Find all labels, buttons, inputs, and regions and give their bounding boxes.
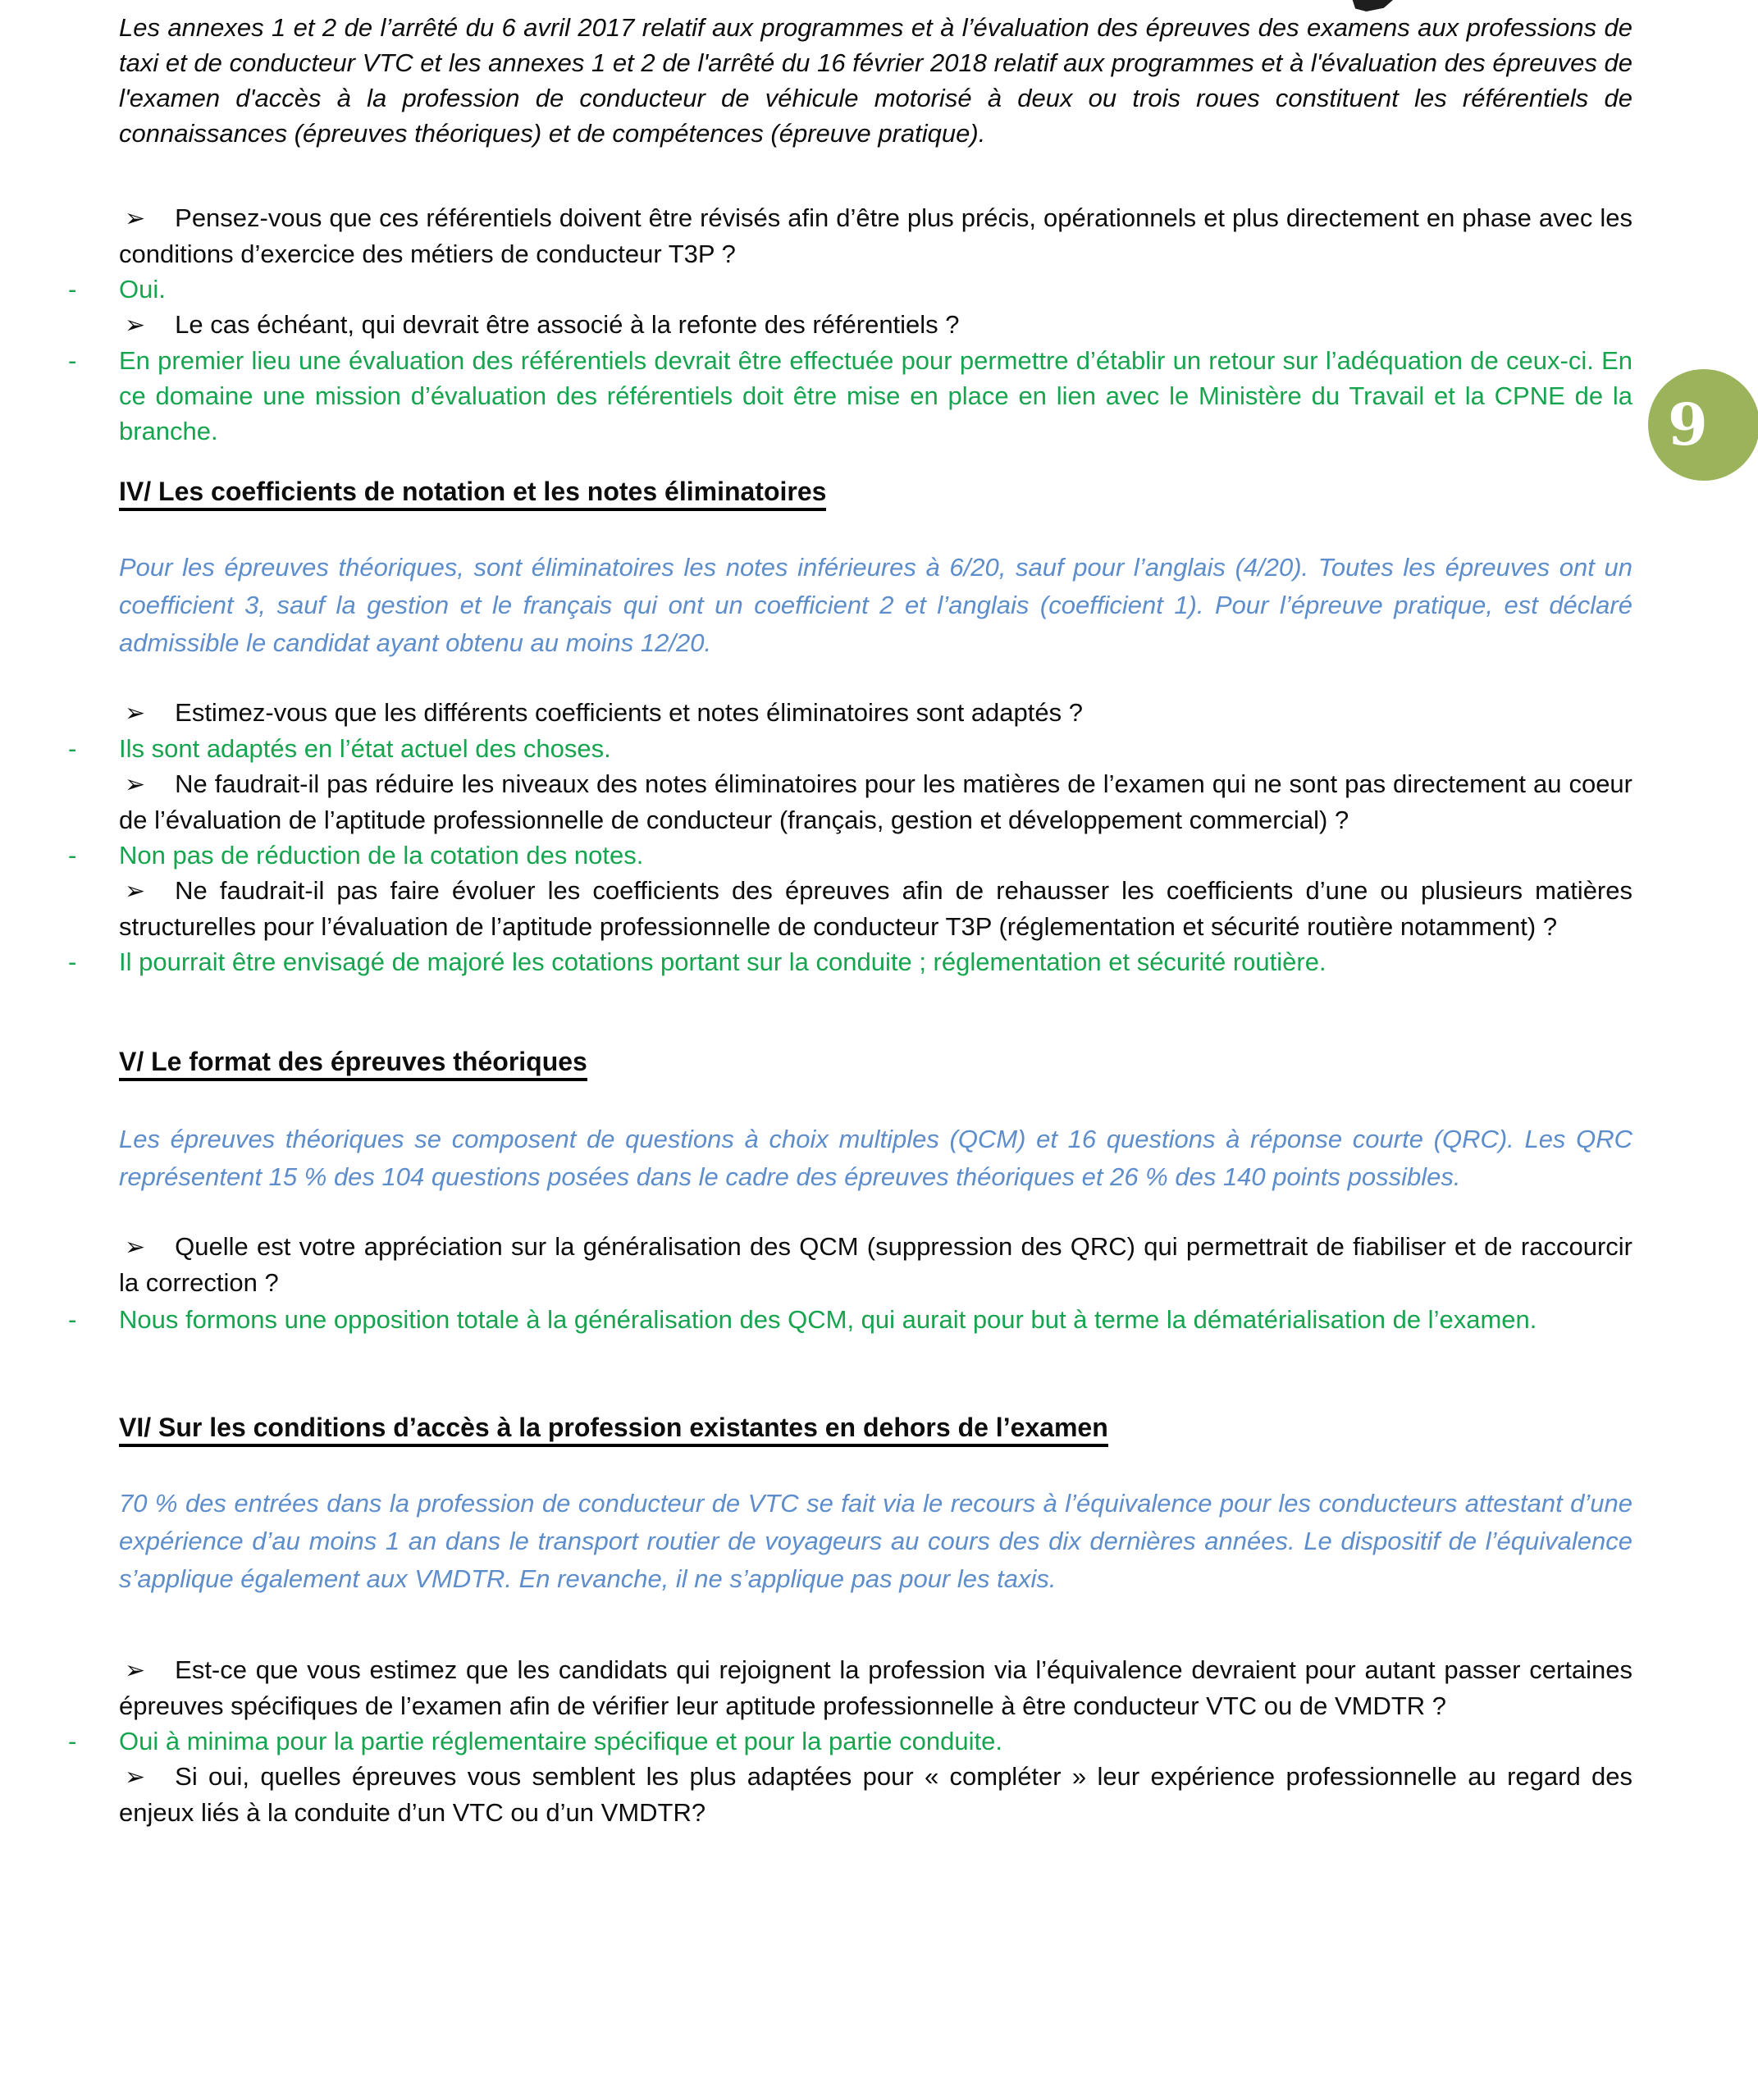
answer-text: En premier lieu une évaluation des référentiels devrait être effectuée pour permettre d’établir un retour sur l’adéquation de ceux-ci. En ce domaine une mission d’évaluation des référentiels doit être mise en place en lien avec le Ministère du Travail et la CPNE de la branche. — [119, 346, 1632, 445]
section-heading-v — [119, 1045, 1632, 1078]
arrow-bullet-icon: ➢ — [125, 878, 146, 905]
note-format-epreuves: Les épreuves théoriques se composent de questions à choix multiples (QCM) et 16 questions à réponse courte (QRC). Les QRC représentent 15 % des 104 questions posées dans le cadre des épreuves théoriques et 26 % des 140 points possibles. — [119, 1125, 1632, 1191]
arrow-bullet-icon: ➢ — [125, 312, 146, 339]
heading-text: V/ Le format des épreuves théoriques — [119, 1047, 587, 1081]
dash-bullet: - — [68, 275, 77, 304]
arrow-bullet-icon: ➢ — [125, 1764, 146, 1791]
question-text: Pensez-vous que ces référentiels doivent être révisés afin d’être plus précis, opérationnels et plus directement en phase avec les conditions d’exercice des métiers de conducteur T3P ? — [119, 203, 1632, 268]
dash-bullet: - — [68, 947, 77, 976]
question-epreuves-equivalence — [119, 1652, 1632, 1723]
answer-majorer-cotations — [68, 944, 1632, 979]
arrow-bullet-icon: ➢ — [125, 1234, 146, 1261]
question-evolution-coefficients — [119, 873, 1632, 944]
question-generalisation-qcm — [119, 1229, 1632, 1300]
page-number-badge — [1648, 369, 1758, 481]
question-text: Le cas échéant, qui devrait être associé à la refonte des référentiels ? — [175, 310, 960, 339]
question-text: Ne faudrait-il pas réduire les niveaux des notes éliminatoires pour les matières de l’examen qui ne sont pas directement au coeur de l’évaluation de l’aptitude professionnelle de conducteur (français, gestion et développement commercial) ? — [119, 769, 1632, 834]
question-coefficients-adaptes — [119, 695, 1632, 731]
answer-oui — [68, 272, 1632, 307]
note-coefficients: Pour les épreuves théoriques, sont éliminatoires les notes inférieures à 6/20, sauf pour l’anglais (4/20). Toutes les épreuves ont un coefficient 3, sauf la gestion et le français qui ont un coefficient 2 et l’anglais (coefficient 1). Pour l’épreuve pratique, est déclaré admissible le candidat ayant obtenu au moins 12/20. — [119, 553, 1632, 657]
dash-bullet: - — [68, 346, 77, 375]
question-text: Quelle est votre appréciation sur la généralisation des QCM (suppression des QRC) qui permettrait de fiabiliser et de raccourcir la correction ? — [119, 1232, 1632, 1297]
answer-partie-reglementaire — [68, 1723, 1632, 1759]
page-number: 9 — [1668, 390, 1708, 459]
heading-text: IV/ Les coefficients de notation et les notes éliminatoires — [119, 477, 826, 511]
arrow-bullet-icon: ➢ — [125, 1657, 146, 1684]
answer-evaluation-referentiels — [68, 343, 1632, 449]
answer-non-reduction — [68, 838, 1632, 873]
intro-paragraph: Les annexes 1 et 2 de l’arrêté du 6 avril 2017 relatif aux programmes et à l’évaluation des épreuves des examens aux professions de taxi et de conducteur VTC et les annexes 1 et 2 de l'arrêté du 16 février 2018 relatif aux programmes et à l'évaluation des épreuves de l'examen d'accès à la profession de conducteur de véhicule motorisé à deux ou trois roues constituent les référentiels de connaissances (épreuves théoriques) et de compétences (épreuve pratique). — [119, 13, 1632, 148]
heading-text: VI/ Sur les conditions d’accès à la profession existantes en dehors de l’examen — [119, 1413, 1108, 1447]
dash-bullet: - — [68, 1727, 77, 1755]
question-text: Ne faudrait-il pas faire évoluer les coefficients des épreuves afin de rehausser les coefficients d’une ou plusieurs matières structurelles pour l’évaluation de l’aptitude professionnelle de conducteur T3P (réglementation et sécurité routière notamment) ? — [119, 876, 1632, 941]
dash-bullet: - — [68, 1305, 77, 1334]
arrow-bullet-icon: ➢ — [125, 205, 146, 232]
section-heading-vi — [119, 1411, 1632, 1444]
question-refonte-referentiels — [119, 307, 1632, 343]
question-reduire-notes-eliminatoires — [119, 766, 1632, 838]
note-equivalence: 70 % des entrées dans la profession de conducteur de VTC se fait via le recours à l’équivalence pour les conducteurs attestant d’une expérience d’au moins 1 an dans le transport routier de voyageurs au cours des dix dernières années. Le dispositif de l’équivalence s’applique également aux VMDTR. En revanche, il ne s’applique pas pour les taxis. — [119, 1489, 1632, 1593]
question-epreuves-completer — [119, 1759, 1632, 1830]
arrow-bullet-icon: ➢ — [125, 700, 146, 727]
answer-text: Il pourrait être envisagé de majoré les cotations portant sur la conduite ; réglementation et sécurité routière. — [119, 947, 1326, 976]
answer-opposition-qcm — [68, 1302, 1632, 1337]
question-text: Est-ce que vous estimez que les candidats qui rejoignent la profession via l’équivalence devraient pour autant passer certaines épreuves spécifiques de l’examen afin de vérifier leur aptitude professionnelle à être conducteur VTC ou de VMDTR ? — [119, 1655, 1632, 1720]
answer-text: Nous formons une opposition totale à la généralisation des QCM, qui aurait pour but à terme la dématérialisation de l’examen. — [119, 1305, 1537, 1334]
arrow-bullet-icon: ➢ — [125, 771, 146, 798]
dash-bullet: - — [68, 841, 77, 870]
question-text: Si oui, quelles épreuves vous semblent les plus adaptées pour « compléter » leur expérience professionnelle au regard des enjeux liés à la conduite d’un VTC ou d’un VMDTR? — [119, 1762, 1632, 1827]
answer-text: Ils sont adaptés en l’état actuel des choses. — [119, 734, 611, 763]
answer-text: Oui. — [119, 275, 166, 304]
answer-text: Oui à minima pour la partie réglementaire spécifique et pour la partie conduite. — [119, 1727, 1002, 1755]
dash-bullet: - — [68, 734, 77, 763]
answer-adaptes — [68, 731, 1632, 766]
question-text: Estimez-vous que les différents coefficients et notes éliminatoires sont adaptés ? — [175, 698, 1083, 727]
answer-text: Non pas de réduction de la cotation des notes. — [119, 841, 644, 870]
question-referentiels-revises — [119, 200, 1632, 272]
section-heading-iv — [119, 475, 1632, 508]
document-content — [68, 10, 1632, 1830]
